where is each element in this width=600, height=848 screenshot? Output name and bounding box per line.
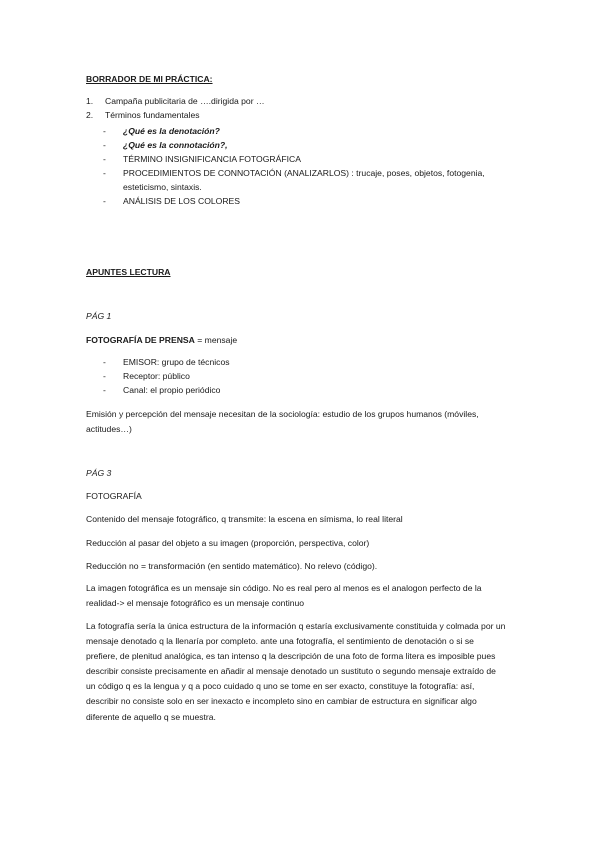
message-components-list: [103, 355, 508, 397]
list-item: [103, 383, 508, 397]
draft-item-number: 2.: [86, 110, 94, 120]
draft-subitem: [103, 166, 508, 194]
list-item-text: EMISOR: grupo de técnicos: [123, 357, 230, 367]
list-item-text: Receptor: público: [123, 371, 190, 381]
paragraph: Reducción no = transformación (en sentido matemático). No relevo (código).: [86, 561, 378, 571]
notes-heading: APUNTES LECTURA: [86, 267, 171, 277]
paragraph: La imagen fotográfica es un mensaje sin código. No es real pero al menos es el analogon perfecto de la realidad-> el mensaje fotográfico es un mensaje continuo: [86, 583, 482, 609]
draft-list: [86, 94, 506, 122]
dash-bullet: -: [103, 140, 106, 150]
draft-heading: BORRADOR DE MI PRÁCTICA:: [86, 74, 213, 84]
paragraph: Emisión y percepción del mensaje necesitan de la sociología: estudio de los grupos humanos (móviles, actitudes…): [86, 409, 479, 435]
draft-item-number: 1.: [86, 96, 94, 106]
paragraph: Contenido del mensaje fotográfico, q transmite: la escena en símisma, lo real literal: [86, 514, 403, 524]
dash-bullet: -: [103, 196, 106, 206]
draft-item-1: [86, 94, 506, 108]
list-item: [103, 355, 508, 369]
draft-subitem: [103, 194, 508, 208]
page-3-label: PÁG 3: [86, 468, 112, 478]
draft-subitem-text: ¿Qué es la connotación?,: [123, 140, 228, 150]
draft-sublist: [103, 124, 508, 208]
draft-subitem-text: PROCEDIMIENTOS DE CONNOTACIÓN (ANALIZARLOS) : trucaje, poses, objetos, fotogenia, esteticismo, sintaxis.: [123, 168, 485, 192]
draft-subitem-text: ¿Qué es la denotación?: [123, 126, 220, 136]
paragraph: La fotografía sería la única estructura de la información q estaría exclusivamente constituida y colmada por un mensaje denotado q la llenaría por completo. ante una fotografía, el sentimiento de denotación o si se prefiere, de plenitud analógica, es tan intenso q la descripción de una foto de forma litera es imposible pues describir consiste precisamente en añadir al mensaje denotado un sustituto o segundo mensaje extraído de un código q es la lengua y q a poco cuidado q uno se tome en ser exacto, constituye la fotografía: así, describir no consiste solo en ser inexacto e incompleto sino en cambiar de estructura en significar algo diferente de aquello q se muestra.: [86, 621, 506, 722]
list-item-text: Canal: el propio periódico: [123, 385, 221, 395]
list-item: [103, 369, 508, 383]
dash-bullet: -: [103, 357, 106, 367]
press-photo-definition: = mensaje: [194, 335, 238, 345]
dash-bullet: -: [103, 168, 106, 178]
dash-bullet: -: [103, 126, 106, 136]
page-3-title: FOTOGRAFÍA: [86, 491, 142, 501]
draft-item-text: Términos fundamentales: [105, 110, 200, 120]
draft-item-2: [86, 108, 506, 122]
press-photo-term: FOTOGRAFÍA DE PRENSA: [86, 335, 195, 345]
draft-subitem: [103, 138, 508, 152]
page-1-label: PÁG 1: [86, 311, 112, 321]
draft-subitem-text: TÉRMINO INSIGNIFICANCIA FOTOGRÁFICA: [123, 154, 301, 164]
draft-subitem-text: ANÁLISIS DE LOS COLORES: [123, 196, 241, 206]
dash-bullet: -: [103, 385, 106, 395]
draft-item-text: Campaña publicitaria de ….dirigida por …: [105, 96, 265, 106]
draft-subitem: [103, 124, 508, 138]
dash-bullet: -: [103, 154, 106, 164]
paragraph: Reducción al pasar del objeto a su imagen (proporción, perspectiva, color): [86, 538, 370, 548]
draft-subitem: [103, 152, 508, 166]
dash-bullet: -: [103, 371, 106, 381]
page-1-title: [86, 333, 506, 347]
